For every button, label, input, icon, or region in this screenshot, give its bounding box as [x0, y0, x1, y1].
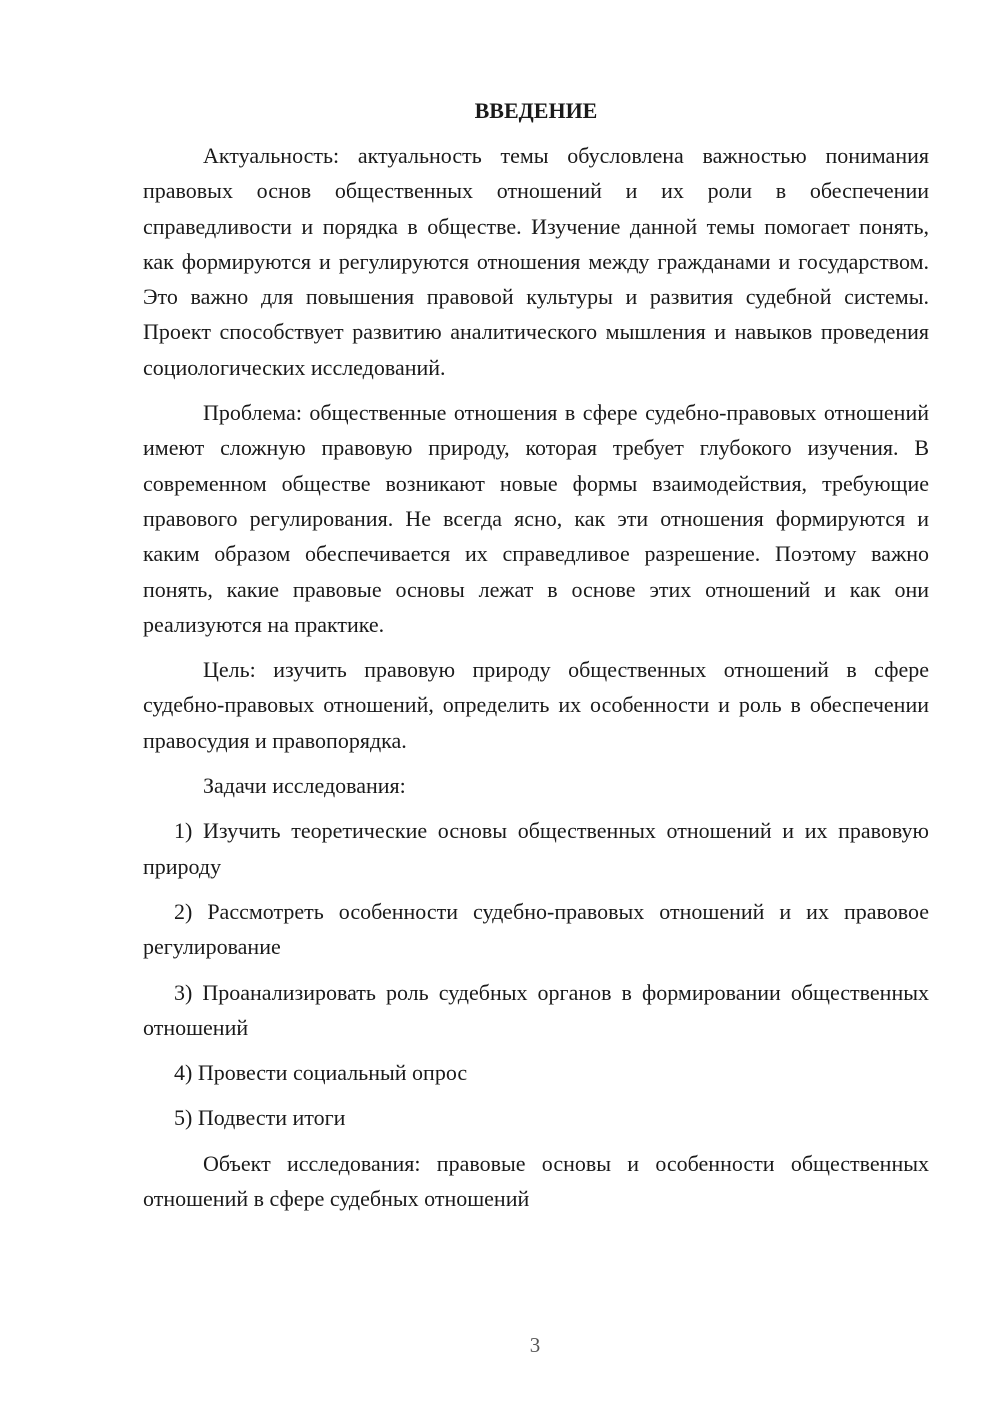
section-heading: ВВЕДЕНИЕ	[474, 98, 598, 123]
relevance-paragraph: Актуальность: актуальность темы обусловлена важностью понимания правовых основ общественных отношений и их роли в обеспечении справедливости и порядка в обществе. Изучение данной темы помогает понять, как формируются и регулируются отношения между гражданами и государством. Это важно для повышения правовой культуры и развития судебной системы. Проект способствует развитию аналитического мышления и навыков проведения социологических исследований.	[143, 143, 929, 380]
tasks-list	[143, 813, 929, 1135]
list-item: 4) Провести социальный опрос	[174, 1060, 468, 1086]
list-item: 5) Подвести итоги	[174, 1105, 346, 1131]
object-paragraph: Объект исследования: правовые основы и особенности общественных отношений в сфере судебных отношений	[143, 1150, 929, 1212]
goal-paragraph: Цель: изучить правовую природу общественных отношений в сфере судебно-правовых отношений, определить их особенности и роль в обеспечении правосудия и правопорядка.	[143, 657, 929, 753]
page-number: 3	[529, 1333, 541, 1357]
tasks-heading: Задачи исследования:	[203, 773, 406, 799]
list-item: 1) Изучить теоретические основы общественных отношений и их правовую природу	[143, 818, 929, 879]
problem-paragraph: Проблема: общественные отношения в сфере судебно-правовых отношений имеют сложную правовую природу, которая требует глубокого изучения. В современном обществе возникают новые формы взаимодействия, требующие правового регулирования. Не всегда ясно, как эти отношения формируются и каким образом обеспечивается их справедливое разрешение. Поэтому важно понять, какие правовые основы лежат в основе этих отношений и как они реализуются на практике.	[143, 400, 929, 637]
list-item: 3) Проанализировать роль судебных органов в формировании общественных отношений	[143, 979, 929, 1040]
document-page	[143, 96, 929, 1226]
list-item: 2) Рассмотреть особенности судебно-правовых отношений и их правовое регулирование	[143, 898, 929, 960]
